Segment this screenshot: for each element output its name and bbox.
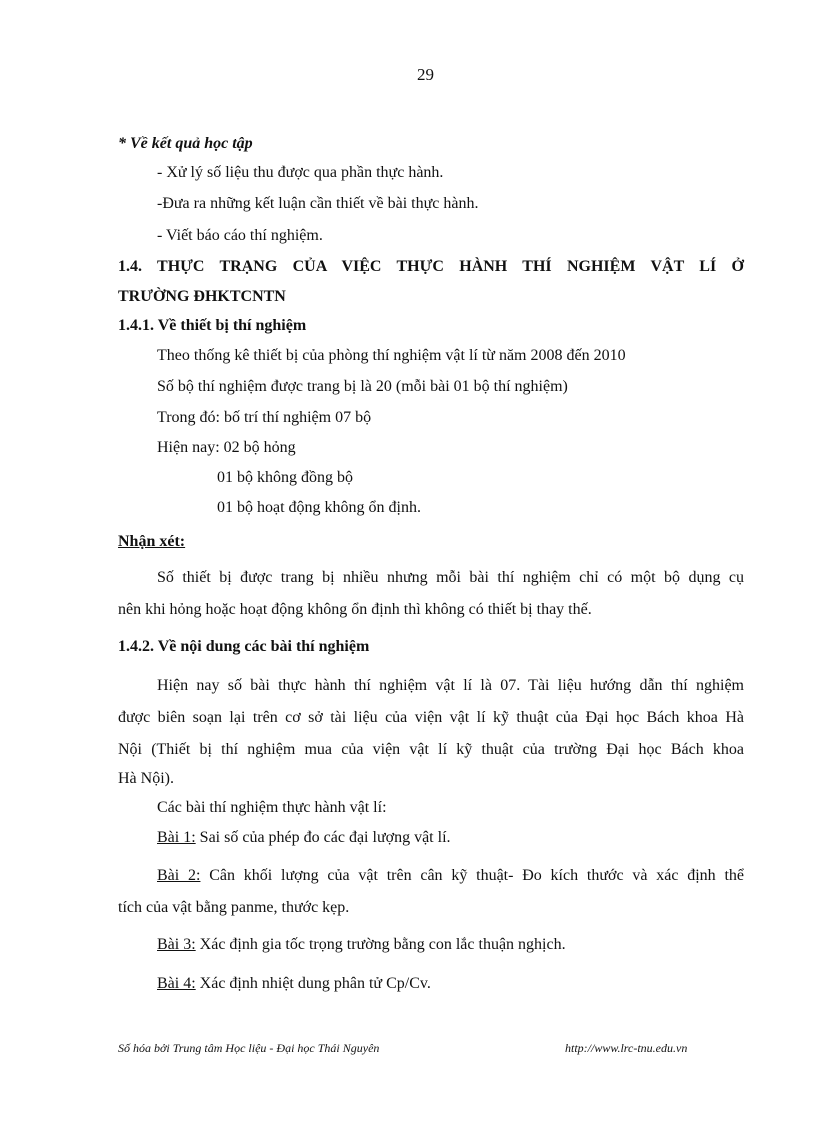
results-item: - Xử lý số liệu thu được qua phần thực hành. (157, 164, 444, 181)
lesson-label: Bài 2: (157, 867, 201, 884)
remark-line: nên khi hỏng hoặc hoạt động không ổn định thì không có thiết bị thay thế. (118, 601, 592, 618)
lesson-label: Bài 1: (157, 829, 196, 846)
lessons-intro: Các bài thí nghiệm thực hành vật lí: (157, 799, 387, 816)
remark-line: Số thiết bị được trang bị nhiều nhưng mỗi bài thí nghiệm chỉ có một bộ dụng cụ (157, 569, 744, 586)
footer-source: Số hóa bởi Trung tâm Học liệu - Đại học Thái Nguyên (118, 1041, 380, 1055)
results-item: - Viết báo cáo thí nghiệm. (157, 227, 323, 244)
lesson-continuation: tích của vật bằng panme, thước kẹp. (118, 899, 350, 916)
section-1-4-1-title: 1.4.1. Về thiết bị thí nghiệm (118, 317, 307, 334)
content-para-line: Hà Nội). (118, 770, 174, 787)
lesson-text: Cân khối lượng của vật trên cân kỹ thuật- Đo kích thước và xác định thể (200, 867, 744, 884)
section-1-4-title-line2: TRƯỜNG ĐHKTCNTN (118, 288, 286, 305)
lesson-label: Bài 4: (157, 975, 196, 992)
equipment-subline: 01 bộ hoạt động không ổn định. (217, 499, 421, 516)
lesson-text: Xác định gia tốc trọng trường bằng con lắc thuận nghịch. (195, 936, 566, 953)
lesson-item (157, 974, 431, 994)
lesson-item (157, 828, 451, 848)
remark-label: Nhận xét: (118, 533, 186, 550)
content-para-line: Hiện nay số bài thực hành thí nghiệm vật lí là 07. Tài liệu hướng dẫn thí nghiệm (157, 677, 744, 694)
content-para-line: được biên soạn lại trên cơ sở tài liệu của viện vật lí kỹ thuật của Đại học Bách khoa Hà (118, 709, 744, 726)
results-item: -Đưa ra những kết luận cần thiết về bài thực hành. (157, 195, 479, 212)
equipment-line: Theo thống kê thiết bị của phòng thí nghiệm vật lí từ năm 2008 đến 2010 (157, 347, 626, 364)
content-para-line: Nội (Thiết bị thí nghiệm mua của viện vật lí kỹ thuật của trường Đại học Bách khoa (118, 741, 744, 758)
equipment-line: Số bộ thí nghiệm được trang bị là 20 (mỗi bài 01 bộ thí nghiệm) (157, 378, 568, 395)
lesson-label: Bài 3: (157, 936, 196, 953)
equipment-subline: 01 bộ không đồng bộ (217, 469, 353, 486)
section-1-4-title-line1: 1.4. THỰC TRẠNG CỦA VIỆC THỰC HÀNH THÍ NGHIỆM VẬT LÍ Ở (118, 258, 744, 275)
lesson-item (157, 935, 566, 955)
results-heading: * Về kết quả học tập (118, 135, 253, 152)
section-1-4-2-title: 1.4.2. Về nội dung các bài thí nghiệm (118, 638, 370, 655)
lesson-item (157, 866, 744, 886)
equipment-line: Trong đó: bố trí thí nghiệm 07 bộ (157, 409, 372, 426)
equipment-line: Hiện nay: 02 bộ hỏng (157, 439, 296, 456)
page-number: 29 (417, 65, 434, 84)
lesson-text: Xác định nhiệt dung phân tử Cp/Cv. (195, 975, 431, 992)
lesson-text: Sai số của phép đo các đại lượng vật lí. (195, 829, 451, 846)
footer-url: http://www.lrc-tnu.edu.vn (565, 1041, 688, 1055)
